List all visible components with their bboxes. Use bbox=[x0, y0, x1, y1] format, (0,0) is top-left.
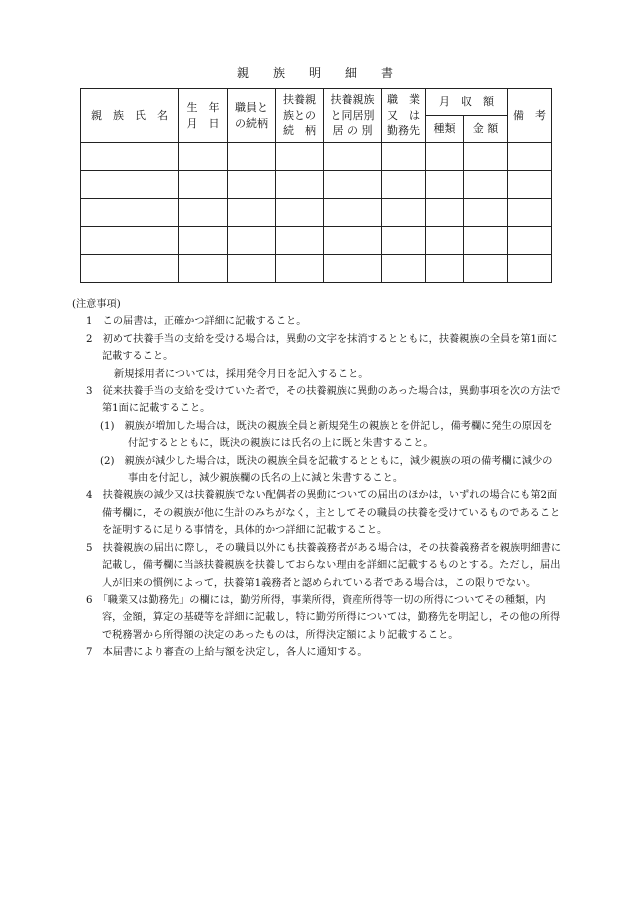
header-relation-to-dependent: 扶養親 族との 続 柄 bbox=[276, 89, 324, 143]
table-row bbox=[81, 171, 552, 199]
title-char: 親 bbox=[236, 66, 249, 80]
table-cell[interactable] bbox=[508, 255, 552, 283]
table-cell[interactable] bbox=[228, 199, 276, 227]
title-char: 族 bbox=[272, 66, 285, 80]
table-cell[interactable] bbox=[228, 171, 276, 199]
table-cell[interactable] bbox=[426, 171, 464, 199]
note-item-3-2: (2) 親族が減少した場合は，既決の親族全員を記載するとともに，減少親族の項の備考欄に減少の事由を付記し，減少親族欄の氏名の上に減と朱書すること。 bbox=[100, 455, 553, 485]
header-name: 親 族 氏 名 bbox=[81, 89, 179, 143]
table-cell[interactable] bbox=[464, 255, 508, 283]
table-cell[interactable] bbox=[382, 171, 426, 199]
table-cell[interactable] bbox=[81, 255, 179, 283]
notes-section bbox=[72, 296, 562, 662]
table-cell[interactable] bbox=[179, 227, 228, 255]
table-cell[interactable] bbox=[508, 199, 552, 227]
table-cell[interactable] bbox=[382, 255, 426, 283]
table-row bbox=[81, 143, 552, 171]
table-cell[interactable] bbox=[179, 199, 228, 227]
table-cell[interactable] bbox=[324, 255, 382, 283]
table-cell[interactable] bbox=[426, 143, 464, 171]
table-cell[interactable] bbox=[276, 171, 324, 199]
note-item-6: 6 「職業又は勤務先」の欄には，勤労所得，事業所得，資産所得等一切の所得についてその種類，内容，金額，算定の基礎等を詳細に記載し，特に勤労所得については，勤務先を明記し，その他の所得で税務署から所得額の決定のあったものは，所得決定額により記載すること。 bbox=[86, 594, 561, 641]
title-char: 書 bbox=[381, 66, 394, 80]
title-char: 細 bbox=[345, 66, 358, 80]
notes-heading: (注意事項) bbox=[72, 299, 121, 310]
relatives-table bbox=[80, 88, 552, 283]
note-item-3: 3 従来扶養手当の支給を受けていた者で，その扶養親族に異動のあった場合は，異動事項を次の方法で第1面に記載すること。 bbox=[86, 386, 561, 415]
table-cell[interactable] bbox=[426, 255, 464, 283]
table-cell[interactable] bbox=[324, 199, 382, 227]
note-item-4: 4 扶養親族の減少又は扶養親族でない配偶者の異動についての届出のほかは，いずれの場合にも第2面備考欄に，その親族が他に生計のみちがなく，主としてその職員の扶養を受けているものであることを証明するに足りる事情を，具体的かつ詳細に記載すること。 bbox=[86, 490, 561, 537]
header-remarks: 備 考 bbox=[508, 89, 552, 143]
header-cohabitation: 扶養親族 と同居別 居 の 別 bbox=[324, 89, 382, 143]
table-cell[interactable] bbox=[464, 199, 508, 227]
table-cell[interactable] bbox=[508, 171, 552, 199]
header-birthdate: 生 年 月 日 bbox=[179, 89, 228, 143]
header-income-amount: 金 額 bbox=[464, 116, 508, 143]
table-cell[interactable] bbox=[464, 227, 508, 255]
table-cell[interactable] bbox=[276, 199, 324, 227]
table-row bbox=[81, 255, 552, 283]
table-cell[interactable] bbox=[228, 143, 276, 171]
table-cell[interactable] bbox=[324, 171, 382, 199]
header-relation-to-staff: 職員と の続柄 bbox=[228, 89, 276, 143]
note-item-3-1: (1) 親族が増加した場合は，既決の親族全員と新規発生の親族とを併記し，備考欄に発生の原因を付記するとともに，既決の親族には氏名の上に既と朱書すること。 bbox=[100, 420, 553, 450]
table-cell[interactable] bbox=[228, 255, 276, 283]
header-income-type: 種類 bbox=[426, 116, 464, 143]
table-cell[interactable] bbox=[81, 227, 179, 255]
table-cell[interactable] bbox=[508, 143, 552, 171]
table-cell[interactable] bbox=[426, 199, 464, 227]
table-cell[interactable] bbox=[276, 143, 324, 171]
table-row bbox=[81, 227, 552, 255]
table-cell[interactable] bbox=[179, 171, 228, 199]
header-occupation: 職 業 又 は 勤務先 bbox=[382, 89, 426, 143]
table-cell[interactable] bbox=[179, 255, 228, 283]
note-item-1: 1 この届書は，正確かつ詳細に記載すること。 bbox=[86, 316, 307, 328]
table-cell[interactable] bbox=[324, 143, 382, 171]
table-row bbox=[81, 199, 552, 227]
table-cell[interactable] bbox=[508, 227, 552, 255]
table-cell[interactable] bbox=[324, 227, 382, 255]
table-cell[interactable] bbox=[382, 199, 426, 227]
table-cell[interactable] bbox=[81, 199, 179, 227]
header-monthly-income: 月 収 額 bbox=[426, 89, 508, 116]
table-cell[interactable] bbox=[276, 255, 324, 283]
note-item-2-extra: 新規採用者については，採用発令月日を記入すること。 bbox=[114, 368, 369, 380]
table-cell[interactable] bbox=[228, 227, 276, 255]
table-cell[interactable] bbox=[464, 143, 508, 171]
table-cell[interactable] bbox=[464, 171, 508, 199]
table-cell[interactable] bbox=[179, 143, 228, 171]
note-item-7: 7 本届書により審査の上給与額を決定し，各人に通知する。 bbox=[86, 647, 368, 659]
table-cell[interactable] bbox=[426, 227, 464, 255]
note-item-5: 5 扶養親族の届出に際し，その職員以外にも扶養義務者がある場合は，その扶養義務者を親族明細書に記載し，備考欄に当該扶養親族を扶養しておらない理由を詳細に記載するものとする。ただし，届出人が旧来の慣例によって，扶養第1義務者と認められている者である場合は，この限りでない。 bbox=[86, 542, 562, 589]
table-cell[interactable] bbox=[382, 143, 426, 171]
table-cell[interactable] bbox=[382, 227, 426, 255]
note-item-2: 2 初めて扶養手当の支給を受ける場合は，異動の文字を抹消するとともに，扶養親族の全員を第1面に記載すること。 bbox=[86, 333, 558, 363]
table-cell[interactable] bbox=[81, 171, 179, 199]
table-cell[interactable] bbox=[81, 143, 179, 171]
table-cell[interactable] bbox=[276, 227, 324, 255]
document-title bbox=[0, 64, 630, 81]
title-char: 明 bbox=[308, 66, 321, 80]
